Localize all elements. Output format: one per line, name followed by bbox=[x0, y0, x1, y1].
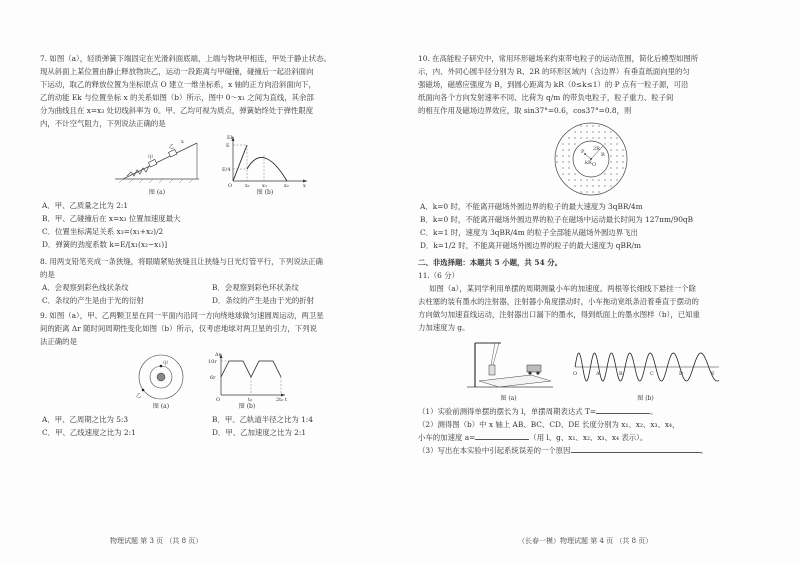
incline-spring-diagram bbox=[109, 133, 205, 189]
q7-stem-line: 内，不计空气阻力，下列说法正确的是 bbox=[40, 119, 166, 128]
q11-stem-line: 力加速度为 g。 bbox=[418, 323, 470, 332]
field-dot bbox=[610, 167, 611, 168]
field-dot bbox=[616, 155, 617, 156]
q11-figure-b bbox=[571, 337, 721, 403]
x-axis-label: x bbox=[181, 139, 184, 145]
field-dot bbox=[574, 143, 575, 144]
field-dot bbox=[610, 173, 611, 174]
field-dot bbox=[610, 131, 611, 132]
q9-option-c[interactable]: C．甲、乙线速度之比为 2:1 bbox=[42, 428, 136, 437]
q11-fig-a-caption: 图 (a) bbox=[500, 395, 517, 402]
o-label: O bbox=[591, 162, 596, 168]
field-dot bbox=[562, 143, 563, 144]
field-dot bbox=[562, 161, 563, 162]
q11-sub-2b: 小车的加速度 a= bbox=[418, 433, 476, 442]
question-10 bbox=[418, 52, 763, 252]
trace-e-label: E bbox=[710, 371, 715, 377]
e-label: E bbox=[226, 143, 230, 149]
q9-fig-a-caption: 图 (a) bbox=[152, 403, 170, 410]
field-dot bbox=[622, 167, 623, 168]
x-label: x bbox=[303, 183, 306, 189]
field-dot bbox=[586, 179, 587, 180]
q7-number: 7. bbox=[40, 54, 48, 63]
trace-b-label: B bbox=[618, 371, 623, 377]
q11-answer-blank-1[interactable] bbox=[596, 405, 650, 414]
q11-number: 11. bbox=[418, 271, 430, 280]
field-dot bbox=[568, 137, 569, 138]
field-dot bbox=[568, 161, 569, 162]
field-dot bbox=[586, 131, 587, 132]
q9-stem-line: 法正确的是 bbox=[40, 337, 77, 346]
field-dot bbox=[592, 185, 593, 186]
field-dot bbox=[622, 161, 623, 162]
yi-sat-label: 乙 bbox=[136, 393, 142, 399]
field-dot bbox=[598, 131, 599, 132]
r10-label: 10r bbox=[208, 359, 217, 365]
ek-label: Ek bbox=[227, 135, 234, 141]
q7-fig-b-caption: 图 (b) bbox=[256, 189, 274, 196]
section-heading-nonchoice: 二、非选择题：本题共 5 小题，共 54 分。 bbox=[418, 258, 562, 267]
field-dot bbox=[562, 155, 563, 156]
field-dot bbox=[568, 179, 569, 180]
q11-score: （6 分） bbox=[429, 271, 459, 280]
field-dot bbox=[580, 131, 581, 132]
e4-label: E/4 bbox=[222, 167, 231, 173]
q7-stem-line: 现从斜面上某位置由静止释放物块乙，运动一段距离与甲碰撞，碰撞后一起沿斜面向 bbox=[40, 67, 314, 76]
field-dot bbox=[610, 155, 611, 156]
trace-o-label: O bbox=[572, 371, 577, 377]
field-dot bbox=[580, 185, 581, 186]
ring-magnetic-field-diagram bbox=[549, 120, 633, 198]
field-dot bbox=[616, 137, 617, 138]
page-footer-right: （长春一模）物理试题 第 4 页 （共 8 页） bbox=[518, 537, 653, 545]
left-column bbox=[40, 52, 380, 439]
field-dot bbox=[580, 137, 581, 138]
q11-sub-1-end: 。 bbox=[650, 407, 658, 416]
field-dot bbox=[610, 161, 611, 162]
question-8 bbox=[40, 255, 380, 307]
dr-t-graph bbox=[205, 351, 289, 403]
q11-sub-1: （1）实验前测得单摆的摆长为 l，单摆周期表达式 T= bbox=[418, 407, 597, 416]
r6-label: 6r bbox=[210, 375, 216, 381]
field-dot bbox=[616, 179, 617, 180]
field-dot bbox=[598, 137, 599, 138]
q8-option-d[interactable]: D．条纹的产生是由于光的折射 bbox=[212, 296, 315, 305]
question-9 bbox=[40, 309, 380, 439]
field-dot bbox=[598, 125, 599, 126]
ek-x-graph bbox=[219, 133, 311, 189]
q11-figure-a bbox=[461, 337, 557, 403]
field-dot bbox=[592, 137, 593, 138]
q9-stem-line: 如图（a），甲、乙两颗卫星在同一平面内沿同一方向绕地球做匀速圆周运动，两卫星 bbox=[49, 311, 324, 320]
q10-number: 10. bbox=[418, 54, 430, 63]
field-dot bbox=[586, 185, 587, 186]
question-11 bbox=[418, 269, 763, 457]
field-dot bbox=[604, 137, 605, 138]
q8-number: 8. bbox=[40, 257, 48, 266]
q11-sub-2: （2）测得图（b）中 x 轴上 AB、BC、CD、DE 长度分别为 x₁、x₂、x₃、x₄， bbox=[418, 420, 680, 429]
field-dot bbox=[598, 185, 599, 186]
q10-option-a[interactable]: A．k=0 时，不能离开磁场外圆边界的粒子的最大速度为 3qBR/4m bbox=[420, 202, 643, 211]
field-dot bbox=[592, 179, 593, 180]
field-dot bbox=[598, 179, 599, 180]
q11-sub-3-end: 。 bbox=[700, 446, 708, 455]
field-dot bbox=[616, 161, 617, 162]
q10-option-b[interactable]: B．k=0 时，不能离开磁场外圆边界的粒子在磁场中运动最长时间为 127πm/90qB bbox=[420, 215, 694, 224]
q7-stem-line: 分为曲线且在 x=x₃ 处切线斜率为 0。甲、乙均可视为质点，弹簧始终处于弹性限度 bbox=[40, 106, 314, 115]
x2-label: x₂ bbox=[284, 183, 289, 189]
q10-stem-line: 的相互作用及磁场边界效应，取 sin37°=0.6，cos37°=0.8，则 bbox=[418, 106, 632, 115]
field-dot bbox=[574, 179, 575, 180]
field-dot bbox=[610, 143, 611, 144]
field-dot bbox=[568, 167, 569, 168]
q7-fig-a-caption: 图 (a) bbox=[148, 189, 166, 196]
field-dot bbox=[562, 167, 563, 168]
t-label: t bbox=[285, 397, 288, 403]
field-dot bbox=[604, 179, 605, 180]
q11-stem-line: 方向做匀加速直线运动，注射器出口漏下的墨水，得到纸面上的墨水图样（b），已知重 bbox=[418, 310, 700, 319]
q11-sub-2c: （用 l、g、x₁、x₂、x₃、x₄ 表示）。 bbox=[529, 433, 648, 442]
q8-option-b[interactable]: B．会观察到彩色环状条纹 bbox=[212, 283, 299, 292]
field-dot bbox=[604, 185, 605, 186]
trace-a-label: A bbox=[595, 371, 600, 377]
q9-stem-line: 间的距离 Δr 随时间周期性变化如图（b）所示，仅考虑地球对两卫星的引力，下列说 bbox=[40, 324, 317, 333]
x1-label: x₁ bbox=[245, 183, 250, 189]
q10-stem-line: 在高能粒子研究中，常用环形磁场来约束带电粒子的运动范围，简化后模型如图所 bbox=[432, 54, 699, 63]
q7-option-d[interactable]: D．弹簧的劲度系数 k=E/[x₁(x₂−x₁)] bbox=[42, 240, 168, 249]
origin-label: O bbox=[228, 183, 233, 189]
r2-label: 2R bbox=[592, 146, 600, 152]
q9-figures bbox=[40, 351, 380, 411]
q10-stem-line: 纸面向各个方向发射速率不同、比荷为 q/m 的带负电粒子，粒子重力、粒子间 bbox=[418, 93, 674, 102]
field-dot bbox=[556, 161, 557, 162]
field-dot bbox=[598, 191, 599, 192]
field-dot bbox=[574, 137, 575, 138]
field-dot bbox=[592, 191, 593, 192]
x3-label: x₃ bbox=[262, 183, 267, 189]
field-dot bbox=[562, 149, 563, 150]
q9-option-a[interactable]: A．甲、乙周期之比为 5:3 bbox=[42, 415, 129, 424]
q9-figure-a bbox=[131, 351, 191, 411]
q10-stem-line: 示，内、外同心圆半径分别为 R、2R 的环形区域内（含边界）有垂直纸面向里的匀 bbox=[418, 67, 690, 76]
field-dot bbox=[568, 173, 569, 174]
q11-answer-blank-3[interactable] bbox=[571, 444, 701, 453]
field-dot bbox=[568, 149, 569, 150]
field-dot bbox=[580, 191, 581, 192]
satellite-orbit-diagram bbox=[131, 351, 191, 403]
field-dot bbox=[568, 143, 569, 144]
jia-sat-label: 甲 bbox=[163, 361, 169, 367]
q11-stem-line: 如图（a），某同学利用单摆的周期测量小车的加速度。两根等长细线下悬挂一个除 bbox=[429, 284, 696, 293]
q9-option-b[interactable]: B．甲、乙轨道半径之比为 1:4 bbox=[212, 415, 313, 424]
q8-stem-line: 用两支铅笔夹成一条狭缝，将眼睛紧贴狭缝且让狭缝与日光灯管平行，下列说法正确 bbox=[49, 257, 323, 266]
q7-option-a[interactable]: A．甲、乙质量之比为 2:1 bbox=[42, 201, 129, 210]
q9-number: 9. bbox=[40, 311, 48, 320]
field-dot bbox=[580, 125, 581, 126]
q8-stem-line: 的是 bbox=[40, 270, 55, 279]
t0-label: t₀ bbox=[248, 397, 253, 403]
q7-option-c[interactable]: C．位置坐标满足关系 x₃=(x₁+x₂)/2 bbox=[42, 227, 164, 236]
field-dot bbox=[610, 185, 611, 186]
q7-stem-line: 下运动，取乙的释放位置为坐标原点 O 建立一维坐标系，x 轴的正方向沿斜面向下， bbox=[40, 80, 316, 89]
field-dot bbox=[562, 173, 563, 174]
q9-figure-b bbox=[205, 351, 289, 411]
field-dot bbox=[610, 179, 611, 180]
yi-label: 乙 bbox=[169, 144, 175, 150]
q11-figures bbox=[418, 337, 763, 403]
q7-figures bbox=[40, 133, 380, 197]
question-7 bbox=[40, 52, 380, 251]
field-dot bbox=[604, 131, 605, 132]
field-dot bbox=[616, 149, 617, 150]
pendulum-cart-apparatus bbox=[461, 337, 557, 395]
field-dot bbox=[604, 173, 605, 174]
r-label: R bbox=[600, 152, 605, 158]
field-dot bbox=[586, 191, 587, 192]
field-dot bbox=[568, 155, 569, 156]
field-dot bbox=[580, 179, 581, 180]
q10-figure bbox=[418, 120, 763, 198]
origin-label: O bbox=[216, 397, 221, 403]
q7-stem-line: 如图（a），轻质弹簧下端固定在光滑斜面底端，上端与物块甲相连，甲处于静止状态。 bbox=[49, 54, 331, 63]
q11-stem-line: 去柱塞的装有墨水的注射器，注射器小角度摆动时，小车拖动宽纸条沿着垂直于摆动的 bbox=[418, 297, 699, 306]
q11-sub-3: （3）写出在本实验中引起系统误差的一个原因 bbox=[418, 446, 571, 455]
field-dot bbox=[616, 143, 617, 144]
trace-d-label: D bbox=[678, 371, 683, 377]
field-dot bbox=[586, 137, 587, 138]
right-column bbox=[418, 52, 763, 457]
q7-option-b[interactable]: B．甲、乙碰撞后在 x=x₃ 位置加速度最大 bbox=[42, 214, 181, 223]
q10-stem-line: 强磁场，磁感应强度为 B，到圆心距离为 kR（0≤k≤1）的 P 点有一粒子源，可沿 bbox=[418, 80, 689, 89]
q7-figure-b bbox=[219, 133, 311, 197]
field-dot bbox=[586, 125, 587, 126]
q9-fig-b-caption: 图 (b) bbox=[238, 403, 256, 410]
field-dot bbox=[574, 185, 575, 186]
field-dot bbox=[592, 125, 593, 126]
t2-label: 2t₀ bbox=[276, 397, 284, 403]
q11-answer-blank-2[interactable] bbox=[475, 431, 529, 440]
dr-label: Δr bbox=[215, 352, 222, 358]
field-dot bbox=[622, 149, 623, 150]
field-dot bbox=[574, 131, 575, 132]
q8-option-a[interactable]: A．会观察到彩色线状条纹 bbox=[42, 283, 129, 292]
field-dot bbox=[616, 173, 617, 174]
page-footer-left: 物理试题 第 3 页 （共 8 页） bbox=[110, 537, 203, 545]
jia-label: 甲 bbox=[148, 155, 154, 161]
field-dot bbox=[592, 131, 593, 132]
q10-option-c[interactable]: C．k=1 时，速度为 3qBR/4m 的粒子全部能从磁场外圆边界飞出 bbox=[420, 228, 638, 237]
field-dot bbox=[622, 155, 623, 156]
q8-option-c[interactable]: C．条纹的产生是由于光的衍射 bbox=[42, 296, 144, 305]
field-dot bbox=[556, 155, 557, 156]
field-dot bbox=[610, 137, 611, 138]
field-dot bbox=[616, 167, 617, 168]
ink-trace-pattern bbox=[571, 337, 721, 395]
field-dot bbox=[610, 149, 611, 150]
q7-stem-line: 乙的动能 Ek 与位置坐标 x 的关系如图（b）所示，图中 0～x₁ 之间为直线，其余部 bbox=[40, 93, 314, 102]
p-label: P bbox=[580, 149, 584, 155]
q10-option-d[interactable]: D．k=1/2 时，不能离开磁场外圆边界的粒子的最大速度为 qBR/m bbox=[420, 241, 642, 250]
trace-c-label: C bbox=[649, 371, 654, 377]
field-dot bbox=[574, 173, 575, 174]
q11-fig-b-caption: 图 (b) bbox=[637, 395, 654, 402]
q7-figure-a bbox=[109, 133, 205, 197]
q9-option-d[interactable]: D．甲、乙加速度之比为 2:1 bbox=[212, 428, 307, 437]
field-dot bbox=[604, 143, 605, 144]
kr-label: kR bbox=[584, 160, 592, 166]
